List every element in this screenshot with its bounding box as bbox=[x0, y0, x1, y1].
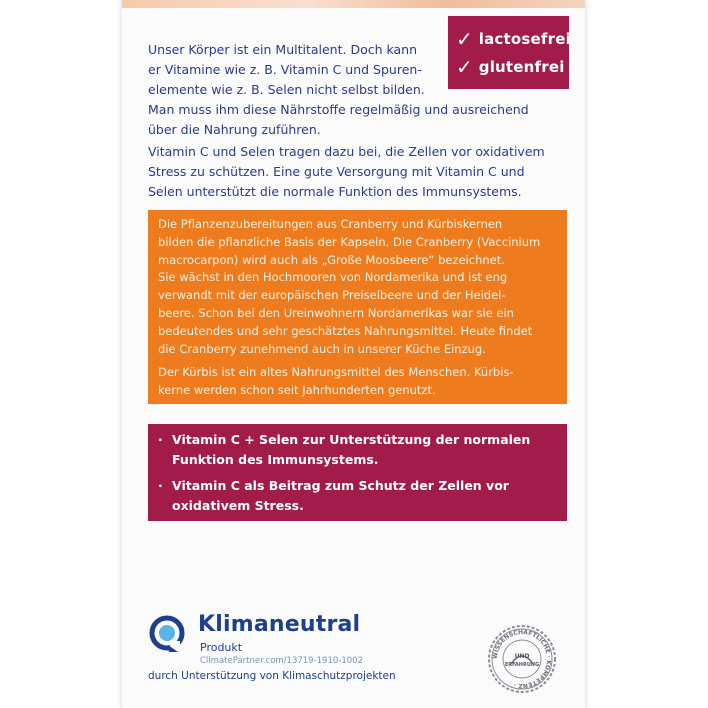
climate-subtitle: Produkt bbox=[200, 641, 243, 654]
checkmark-icon: ✓ bbox=[456, 54, 473, 79]
pumpkin-info-line: Der Kürbis ist ein altes Nahrungsmittel des Menschen. Kürbis- bbox=[158, 365, 514, 380]
intro-line: über die Nahrung zuführen. bbox=[148, 122, 321, 137]
vitamin-line: Vitamin C und Selen tragen dazu bei, die Zellen vor oxidativem bbox=[148, 144, 545, 159]
package-back bbox=[122, 0, 585, 708]
intro-paragraph bbox=[148, 40, 529, 140]
climate-footer: durch Unterstützung von Klimaschutzprojekten bbox=[148, 670, 396, 682]
top-print-strip bbox=[122, 0, 585, 8]
intro-line: elemente wie z. B. Selen nicht selbst bilden. bbox=[148, 82, 425, 97]
vitamin-line: Selen unterstützt die normale Funktion des Immunsystems. bbox=[148, 184, 522, 199]
health-claims-box bbox=[148, 424, 567, 521]
vitamin-line: Stress zu schützen. Eine gute Versorgung mit Vitamin C und bbox=[148, 164, 525, 179]
plant-info-line: macrocarpon) wird auch als „Große Moosbeere“ bezeichnet. bbox=[158, 252, 505, 267]
seal-center-line1: UND bbox=[514, 653, 530, 660]
badge-label: glutenfrei bbox=[478, 57, 565, 76]
claim-item bbox=[158, 476, 557, 516]
seal-center-line2: ERFAHRUNG bbox=[504, 662, 540, 668]
intro-line: er Vitamine wie z. B. Vitamin C und Spuren- bbox=[148, 62, 422, 77]
plant-info-line: Sie wächst in den Hochmooren von Nordamerika und ist eng bbox=[158, 270, 508, 285]
intro-line: Unser Körper ist ein Multitalent. Doch kann bbox=[148, 42, 418, 57]
claim-line: oxidativem Stress. bbox=[172, 498, 304, 513]
plant-info-line: verwandt mit der europäischen Preiselbeere und der Heidel- bbox=[158, 288, 506, 303]
badge-label: lactosefrei bbox=[478, 29, 571, 48]
plant-info-line: die Cranberry zunehmend auch in unserer Küche Einzug. bbox=[158, 341, 486, 356]
claim-line: Vitamin C als Beitrag zum Schutz der Zellen vor bbox=[172, 478, 509, 493]
plant-info-box bbox=[148, 210, 567, 404]
climate-title: Klimaneutral bbox=[198, 612, 361, 637]
claim-item bbox=[158, 430, 557, 470]
vitamin-paragraph bbox=[148, 142, 545, 202]
claim-line: Vitamin C + Selen zur Unterstützung der normalen bbox=[172, 432, 531, 447]
plant-info-line: beere. Schon bei den Ureinwohnern Nordamerikas war sie ein bbox=[158, 305, 514, 320]
plant-info-line: bilden die pflanzliche Basis der Kapseln. Die Cranberry (Vaccinium bbox=[158, 234, 541, 249]
checkmark-icon: ✓ bbox=[456, 26, 473, 51]
claim-line: Funktion des Immunsystems. bbox=[172, 452, 379, 467]
climate-url: ClimatePartner.com/13719-1910-1002 bbox=[200, 656, 363, 666]
intro-line: Man muss ihm diese Nährstoffe regelmäßig und ausreichend bbox=[148, 102, 529, 117]
bullet-dot: · bbox=[158, 478, 163, 493]
seal-ring-text: WISSENSCHAFTLICHE · KOMPETENZ · bbox=[491, 628, 553, 690]
pumpkin-info-line: kerne werden schon seit Jahrhunderten genutzt. bbox=[158, 383, 436, 398]
climate-partner-logo-icon bbox=[148, 614, 186, 652]
expertise-seal-icon bbox=[487, 624, 557, 694]
plant-info-line: Die Pflanzenzubereitungen aus Cranberry und Kürbiskernen bbox=[158, 217, 503, 231]
plant-info-line: bedeutendes und sehr geschätztes Nahrungsmittel. Heute findet bbox=[158, 323, 533, 338]
bullet-dot: · bbox=[158, 432, 163, 447]
